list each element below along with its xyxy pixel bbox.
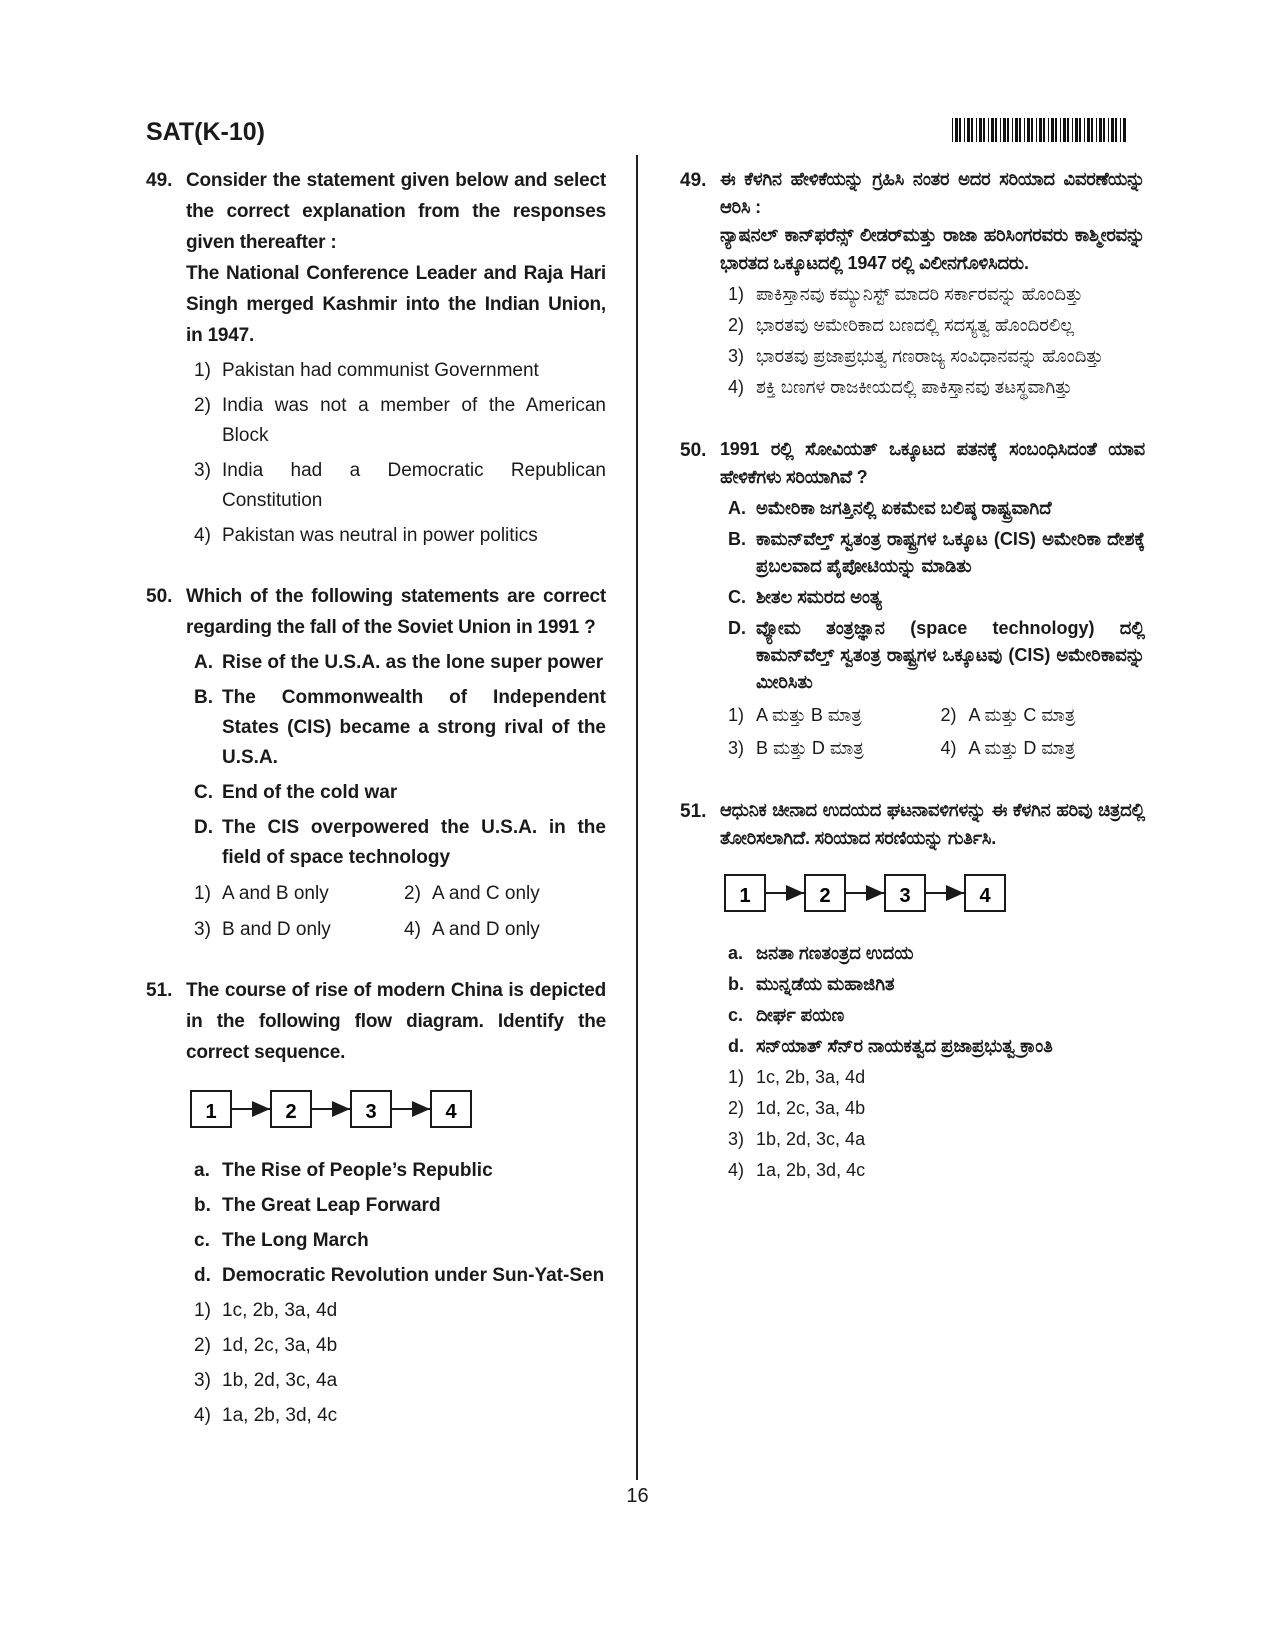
event-label: c. [194, 1230, 210, 1251]
barcode-bar [1036, 118, 1037, 142]
statement-label: B. [728, 529, 746, 549]
answer-options [186, 879, 606, 945]
barcode-bar [1115, 118, 1117, 142]
flow-box-label: 3 [365, 1101, 377, 1123]
barcode-bar [1055, 118, 1057, 142]
answer-option [720, 702, 933, 729]
option-text: Pakistan had communist Government [222, 360, 539, 381]
option-label: 1) [728, 1067, 745, 1087]
statement-text: ಕಾಮನ್‌ವೆಲ್ತ್ ಸ್ವತಂತ್ರ ರಾಷ್ಟ್ರಗಳ ಒಕ್ಕೂಟ (CIS) ಅಮೇರಿಕಾ ದೇಶಕ್ಕೆ ಪ್ರಬಲವಾದ ಪೈಪೋಟಿಯನ್ನು ಮಾಡಿತು [756, 529, 1145, 576]
option-label: 3) [728, 346, 745, 366]
english-column [146, 165, 606, 1431]
barcode-bar [1019, 118, 1021, 142]
barcode-bar [1039, 118, 1042, 142]
question-quote: ನ್ಯಾಷನಲ್ ಕಾನ್‌ಫರೆನ್ಸ್ ಲೀಡರ್‌ಮತ್ತು ರಾಜಾ ಹರಿಸಿಂಗರವರು ಕಾಶ್ಮೀರವನ್ನು ಭಾರತದ ಒಕ್ಕೂಟದಲ್ಲಿ 1947 ರಲ್ಲಿ ವಿಲೀನಗೊಳಿಸಿದರು. [720, 225, 1145, 273]
question-number: 51. [680, 801, 707, 822]
event-label: a. [194, 1160, 210, 1181]
option-label: 3) [728, 1129, 745, 1149]
barcode-bar [1067, 118, 1069, 142]
option-text: A ಮತ್ತು C ಮಾತ್ರ [968, 705, 1076, 725]
option-text: A ಮತ್ತು B ಮಾತ್ರ [756, 705, 862, 725]
barcode-bar [1103, 118, 1105, 142]
option-text: 1b, 2d, 3c, 4a [756, 1129, 866, 1149]
flow-diagram-graphic [190, 1090, 480, 1130]
statement-item [186, 648, 606, 678]
flow-box-label: 2 [285, 1101, 297, 1123]
barcode-bar [952, 118, 953, 142]
barcode-bar [1060, 118, 1061, 142]
statement-item [720, 615, 1145, 696]
statement-label: C. [728, 587, 746, 607]
option-label: 1) [194, 360, 211, 381]
barcode-bar [1063, 118, 1066, 142]
answer-option [720, 374, 1145, 401]
question-number: 49. [146, 170, 173, 191]
answer-option [186, 356, 606, 386]
event-label: b. [728, 974, 744, 994]
option-label: 2) [940, 705, 957, 725]
question-quote: The National Conference Leader and Raja Hari Singh merged Kashmir into the Indian Union, in 1947. [186, 263, 606, 346]
option-text: 1a, 2b, 3d, 4c [222, 1405, 338, 1426]
answer-options [186, 356, 606, 551]
option-label: 3) [194, 919, 211, 940]
barcode-bar [1079, 118, 1081, 142]
barcode-bar [1091, 118, 1093, 142]
statement-item [186, 813, 606, 873]
barcode-bar [1051, 118, 1054, 142]
question-statement: ಆಧುನಿಕ ಚೀನಾದ ಉದಯದ ಘಟನಾವಳಿಗಳನ್ನು ಈ ಕೆಳಗಿನ ಹರಿವು ಚಿತ್ರದಲ್ಲಿ ತೋರಿಸಲಾಗಿದೆ. ಸರಿಯಾದ ಸರಣಿಯನ್ನು ಗುರ್ತಿಸಿ. [720, 800, 1145, 848]
question-50 [146, 581, 606, 945]
barcode-bar [1099, 118, 1102, 142]
event-item [186, 1261, 606, 1291]
answer-option [396, 915, 606, 945]
answer-options [720, 702, 1145, 762]
statement-text: ಶೀತಲ ಸಮರದ ಅಂತ್ಯ [756, 587, 882, 607]
answer-options [720, 1064, 1145, 1184]
question-statement: ಈ ಕೆಳಗಿನ ಹೇಳಿಕೆಯನ್ನು ಗ್ರಹಿಸಿ ನಂತರ ಅದರ ಸರಿಯಾದ ವಿವರಣೆಯನ್ನು ಆರಿಸಿ : [720, 169, 1145, 217]
event-item [186, 1191, 606, 1221]
answer-option [186, 1296, 606, 1326]
barcode-bar [1027, 118, 1030, 142]
answer-option [186, 521, 606, 551]
statement-text: End of the cold war [222, 782, 398, 803]
option-text: India had a Democratic Republican Constitution [222, 460, 606, 511]
answer-option [720, 735, 933, 762]
statement-label: C. [194, 782, 213, 803]
barcode-bar [983, 118, 985, 142]
flow-diagram [724, 874, 1145, 914]
option-text: India was not a member of the American Block [222, 395, 606, 446]
kannada-column [680, 165, 1145, 1184]
answer-option [720, 1157, 1145, 1184]
event-item [720, 1033, 1145, 1060]
barcode-bar [976, 118, 977, 142]
event-item [720, 1002, 1145, 1029]
barcode-bar [1000, 118, 1001, 142]
statement-item [720, 526, 1145, 580]
page-header-title: SAT(K-10) [146, 118, 265, 146]
question-number: 51. [146, 980, 173, 1001]
barcode-bar [1072, 118, 1073, 142]
option-text: A and D only [432, 919, 540, 940]
statement-text: ಅಮೇರಿಕಾ ಜಗತ್ತಿನಲ್ಲಿ ಏಕಮೇವ ಬಲಿಷ್ಠ ರಾಷ್ಟ್ರವಾಗಿದೆ [756, 498, 1052, 518]
question-statement: 1991 ರಲ್ಲಿ ಸೋವಿಯತ್ ಒಕ್ಕೂಟದ ಪತನಕ್ಕೆ ಸಂಬಂಧಿಸಿದಂತೆ ಯಾವ ಹೇಳಿಕೆಗಳು ಸರಿಯಾಗಿವೆ ? [720, 439, 1145, 487]
statement-label: A. [728, 498, 746, 518]
barcode-bar [964, 118, 965, 142]
barcode-bar [1120, 118, 1121, 142]
option-text: ಪಾಕಿಸ್ತಾನವು ಕಮ್ಯುನಿಸ್ಟ್ ಮಾದರಿ ಸರ್ಕಾರವನ್ನು ಹೊಂದಿತ್ತು [756, 284, 1083, 304]
question-statement: Consider the statement given below and select the correct explanation from the responses given thereafter : [186, 170, 606, 253]
barcode-bar [1096, 118, 1097, 142]
statement-label: B. [194, 687, 213, 708]
flow-box-label: 1 [205, 1101, 217, 1123]
event-list [720, 940, 1145, 1060]
event-label: b. [194, 1195, 211, 1216]
option-label: 3) [728, 738, 745, 758]
page-number: 16 [626, 1485, 649, 1507]
question-51 [146, 975, 606, 1431]
event-label: a. [728, 943, 744, 963]
event-text: The Rise of People’s Republic [222, 1160, 493, 1181]
option-text: 1c, 2b, 3a, 4d [222, 1300, 338, 1321]
barcode-bar [1003, 118, 1006, 142]
event-label: c. [728, 1005, 744, 1025]
flow-diagram-graphic [724, 874, 1014, 914]
answer-option [720, 312, 1145, 339]
barcode-bar [1043, 118, 1045, 142]
question-49 [146, 165, 606, 551]
option-label: 3) [194, 460, 211, 481]
option-text: 1b, 2d, 3c, 4a [222, 1370, 338, 1391]
barcode-icon [952, 118, 1127, 142]
event-label: d. [728, 1036, 744, 1056]
answer-option [396, 879, 606, 909]
barcode-bar [988, 118, 989, 142]
option-label: 2) [728, 1098, 745, 1118]
event-text: ದೀರ್ಘ ಪಯಣ [756, 1005, 845, 1025]
column-divider [636, 155, 638, 1480]
event-text: The Long March [222, 1230, 369, 1251]
option-label: 4) [728, 377, 745, 397]
answer-option [933, 735, 1146, 762]
barcode-bar [995, 118, 997, 142]
barcode-bar [1108, 118, 1109, 142]
event-text: The Great Leap Forward [222, 1195, 441, 1216]
option-text: Pakistan was neutral in power politics [222, 525, 538, 546]
question-49 [680, 165, 1145, 401]
barcode-bar [971, 118, 973, 142]
statement-list [186, 648, 606, 873]
event-text: ಸನ್‌ಯಾತ್ ಸೆನ್‌ರ ನಾಯಕತ್ವದ ಪ್ರಜಾಪ್ರಭುತ್ವ ಕ್ರಾಂತಿ [756, 1036, 1053, 1056]
barcode-bar [1024, 118, 1025, 142]
answer-option [720, 343, 1145, 370]
barcode-bar [1015, 118, 1018, 142]
flow-diagram [190, 1090, 606, 1130]
option-text: ಶಕ್ತಿ ಬಣಗಳ ರಾಜಕೀಯದಲ್ಲಿ ಪಾಕಿಸ್ತಾನವು ತಟಸ್ಥವಾಗಿತ್ತು [756, 377, 1073, 397]
answer-option [720, 1095, 1145, 1122]
barcode-bar [1087, 118, 1090, 142]
option-text: 1d, 2c, 3a, 4b [222, 1335, 338, 1356]
answer-option [186, 391, 606, 451]
answer-option [186, 1331, 606, 1361]
flow-box-label: 2 [819, 885, 831, 907]
option-text: A and B only [222, 883, 329, 904]
question-number: 50. [146, 586, 173, 607]
option-text: A ಮತ್ತು D ಮಾತ್ರ [968, 738, 1076, 758]
question-statement: The course of rise of modern China is depicted in the following flow diagram. Identify the correct sequence. [186, 980, 606, 1063]
barcode-bar [959, 118, 961, 142]
question-50 [680, 435, 1145, 762]
statement-text: ವ್ಯೋಮ ತಂತ್ರಜ್ಞಾನ (space technology) ದಲ್ಲಿ ಕಾಮನ್‌ವೆಲ್ತ್ ಸ್ವತಂತ್ರ ರಾಷ್ಟ್ರಗಳ ಒಕ್ಕೂಟವು (CIS) ಅಮೇರಿಕಾವನ್ನು ಮೀರಿಸಿತು [756, 618, 1145, 692]
question-number: 50. [680, 440, 707, 461]
event-text: ಜನತಾ ಗಣತಂತ್ರದ ಉದಯ [756, 943, 914, 963]
statement-item [186, 778, 606, 808]
option-text: B and D only [222, 919, 331, 940]
question-statement: Which of the following statements are correct regarding the fall of the Soviet Union in 1991 ? [186, 586, 606, 638]
event-text: Democratic Revolution under Sun-Yat-Sen [222, 1265, 605, 1286]
answer-option [720, 1064, 1145, 1091]
event-item [186, 1156, 606, 1186]
answer-options [720, 281, 1145, 401]
barcode-bar [1048, 118, 1049, 142]
option-label: 2) [728, 315, 745, 335]
answer-option [186, 456, 606, 516]
statement-item [720, 584, 1145, 611]
option-text: ಭಾರತವು ಪ್ರಜಾಪ್ರಭುತ್ವ ಗಣರಾಜ್ಯ ಸಂವಿಧಾನವನ್ನು ಹೊಂದಿತ್ತು [756, 346, 1104, 366]
option-label: 1) [194, 883, 211, 904]
barcode-bar [967, 118, 970, 142]
question-51 [680, 796, 1145, 1184]
flow-box-label: 4 [445, 1101, 457, 1123]
answer-option [720, 1126, 1145, 1153]
option-text: A and C only [432, 883, 540, 904]
event-text: ಮುನ್ನಡೆಯ ಮಹಾಜಿಗಿತ [756, 974, 895, 994]
option-label: 1) [728, 705, 745, 725]
answer-options [186, 1296, 606, 1431]
answer-option [186, 879, 396, 909]
statement-text: The Commonwealth of Independent States (CIS) became a strong rival of the U.S.A. [222, 687, 606, 768]
barcode-bar [1012, 118, 1013, 142]
flow-box-label: 4 [979, 885, 991, 907]
barcode-bar [1111, 118, 1114, 142]
option-label: 3) [194, 1370, 211, 1391]
barcode-bar [1084, 118, 1085, 142]
question-number: 49. [680, 170, 707, 191]
event-item [186, 1226, 606, 1256]
answer-option [186, 1366, 606, 1396]
flow-box-label: 3 [899, 885, 911, 907]
option-label: 4) [940, 738, 957, 758]
flow-box-label: 1 [739, 885, 751, 907]
statement-item [720, 495, 1145, 522]
statement-label: A. [194, 652, 213, 673]
option-text: B ಮತ್ತು D ಮಾತ್ರ [756, 738, 864, 758]
option-label: 1) [194, 1300, 211, 1321]
option-text: 1d, 2c, 3a, 4b [756, 1098, 866, 1118]
event-list [186, 1156, 606, 1291]
option-label: 4) [194, 1405, 211, 1426]
answer-option [720, 281, 1145, 308]
statement-text: Rise of the U.S.A. as the lone super power [222, 652, 604, 673]
barcode-bar [979, 118, 982, 142]
option-label: 2) [404, 883, 421, 904]
barcode-bar [1075, 118, 1078, 142]
barcode-bar [991, 118, 994, 142]
option-label: 2) [194, 395, 211, 416]
event-item [720, 940, 1145, 967]
event-label: d. [194, 1265, 211, 1286]
option-label: 4) [728, 1160, 745, 1180]
option-label: 4) [194, 525, 211, 546]
statement-list [720, 495, 1145, 696]
option-text: 1c, 2b, 3a, 4d [756, 1067, 866, 1087]
option-text: 1a, 2b, 3d, 4c [756, 1160, 866, 1180]
option-text: ಭಾರತವು ಅಮೇರಿಕಾದ ಬಣದಲ್ಲಿ ಸದಸ್ಯತ್ವ ಹೊಂದಿರಲಿಲ್ಲ [756, 315, 1075, 335]
answer-option [186, 1401, 606, 1431]
option-label: 1) [728, 284, 745, 304]
statement-label: D. [728, 618, 746, 638]
barcode-bar [1031, 118, 1033, 142]
event-item [720, 971, 1145, 998]
barcode-bar [955, 118, 958, 142]
answer-option [933, 702, 1146, 729]
statement-text: The CIS overpowered the U.S.A. in the field of space technology [222, 817, 606, 868]
answer-option [186, 915, 396, 945]
option-label: 4) [404, 919, 421, 940]
option-label: 2) [194, 1335, 211, 1356]
statement-item [186, 683, 606, 773]
statement-label: D. [194, 817, 213, 838]
barcode-bar [1007, 118, 1009, 142]
barcode-bar [1123, 118, 1126, 142]
